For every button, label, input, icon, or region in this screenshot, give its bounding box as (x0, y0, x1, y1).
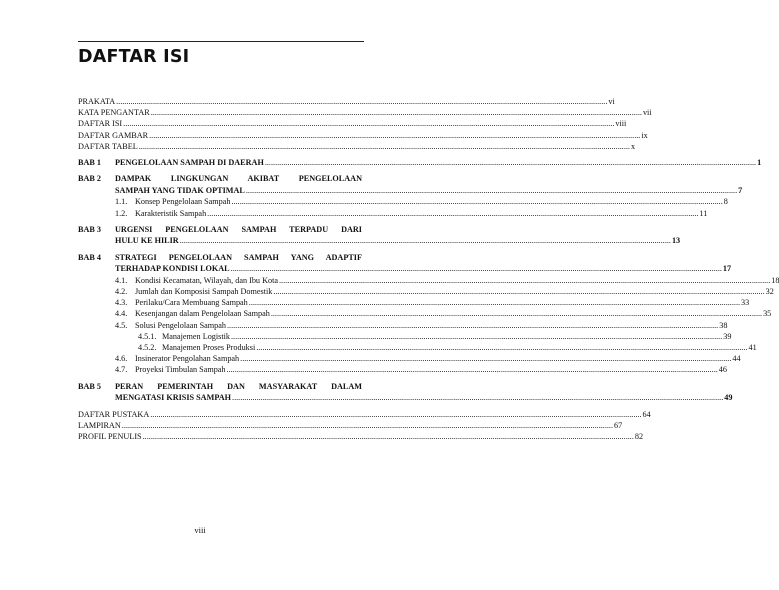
toc-entry-label: LAMPIRAN (78, 420, 121, 430)
dot-leader (232, 196, 723, 207)
section-number: 4.3. (115, 298, 128, 308)
toc-entry-daftar-pustaka[interactable] (78, 409, 651, 420)
toc-section-4-3[interactable] (78, 297, 750, 308)
toc-entry-page: vi (608, 97, 615, 106)
section-number: 1.2. (115, 208, 128, 218)
toc-section-4-1[interactable] (78, 275, 779, 286)
dot-leader (265, 157, 756, 169)
toc-subsection-4-5-1[interactable] (78, 331, 732, 342)
toc-entry-page: 82 (634, 431, 644, 441)
dot-leader (232, 392, 723, 404)
toc-chapter-1[interactable] (78, 157, 762, 169)
toc-chapter-3[interactable] (78, 224, 362, 236)
dot-leader (122, 420, 613, 431)
section-number: 4.5. (115, 320, 128, 330)
section-page: 44 (732, 354, 741, 364)
dot-leader (116, 96, 607, 107)
toc-entry-page: viii (615, 119, 627, 129)
section-page: 35 (763, 309, 772, 319)
subsection-label: Manajemen Logistik (162, 331, 230, 341)
subsection-label: Manajemen Proses Produksi (162, 342, 256, 352)
dot-leader (180, 235, 671, 247)
section-number: 4.7. (115, 365, 128, 375)
section-number: 4.1. (115, 275, 128, 285)
toc-entry-label: KATA PENGANTAR (78, 108, 150, 118)
dot-leader (256, 342, 747, 353)
chapter-page: 13 (671, 236, 681, 246)
toc-entry-label: PRAKATA (78, 97, 116, 106)
toc-entry-lampiran[interactable] (78, 420, 623, 431)
section-label: Insinerator Pengolahan Sampah (135, 354, 240, 364)
section-page: 38 (719, 320, 728, 330)
toc-entry-label: PROFIL PENULIS (78, 431, 142, 441)
toc-entry-page: 67 (614, 420, 623, 430)
toc-entry-page: x (630, 141, 636, 151)
chapter-number: BAB 3 (78, 224, 101, 234)
section-number: 1.1. (115, 197, 128, 207)
chapter-title-line-1: STRATEGI PENGELOLAAN SAMPAH YANG ADAPTIF (115, 252, 362, 262)
toc-entry-page: 64 (642, 409, 651, 419)
chapter-number: BAB 5 (78, 381, 101, 391)
chapter-number: BAB 2 (78, 174, 101, 184)
toc-entry-label: DAFTAR ISI (78, 119, 123, 129)
dot-leader (143, 431, 634, 442)
toc-entry-label: DAFTAR GAMBAR (78, 130, 149, 140)
dot-leader (123, 118, 614, 129)
chapter-title: PENGELOLAAN SAMPAH DI DAERAH (115, 157, 264, 167)
section-page: 46 (718, 365, 727, 375)
table-of-contents (78, 96, 779, 442)
dot-leader (246, 185, 737, 197)
toc-entry-daftar-gambar[interactable] (78, 130, 648, 141)
section-label: Jumlah dan Komposisi Sampah Domestik (135, 287, 273, 296)
page-number: viii (194, 525, 206, 535)
chapter-page: 17 (722, 264, 732, 274)
chapter-number: BAB 4 (78, 252, 101, 262)
toc-chapter-3-cont[interactable] (78, 235, 681, 247)
section-number: 4.6. (115, 354, 128, 364)
section-label: Kesenjangan dalam Pengelolaan Sampah (135, 309, 270, 319)
dot-leader (139, 141, 630, 152)
toc-chapter-4-cont[interactable] (78, 263, 732, 275)
chapter-title-line-2: HULU KE HILIR (115, 236, 179, 246)
chapter-title-line-1: URGENSI PENGELOLAAN SAMPAH TERPADU DARI (115, 224, 362, 234)
toc-chapter-4[interactable] (78, 252, 362, 264)
toc-chapter-2[interactable] (78, 173, 362, 185)
subsection-page: 41 (748, 342, 757, 352)
toc-section-1-1[interactable] (78, 196, 728, 207)
section-page: 11 (699, 208, 708, 218)
dot-leader (151, 107, 642, 118)
chapter-title-line-1: DAMPAK LINGKUNGAN AKIBAT PENGELOLAAN (115, 174, 362, 184)
section-label: Proyeksi Timbulan Sampah (135, 365, 226, 375)
toc-entry-label: DAFTAR PUSTAKA (78, 409, 150, 419)
toc-section-4-5[interactable] (78, 320, 728, 331)
chapter-title-line-2: SAMPAH YANG TIDAK OPTIMAL (115, 185, 245, 195)
chapter-title-line-2: TERHADAP KONDISI LOKAL (115, 264, 230, 274)
dot-leader (227, 364, 718, 375)
toc-chapter-5[interactable] (78, 381, 362, 393)
section-number: 4.4. (115, 309, 128, 319)
toc-entry-page: vii (642, 108, 652, 118)
dot-leader (149, 130, 640, 141)
toc-entry-profil-penulis[interactable] (78, 431, 644, 442)
dot-leader (150, 409, 641, 420)
toc-entry-kata-pengantar[interactable] (78, 107, 652, 118)
section-page: 32 (765, 287, 774, 296)
toc-subsection-4-5-2[interactable] (78, 342, 757, 353)
dot-leader (227, 320, 718, 331)
section-number: 4.2. (115, 287, 128, 296)
section-page: 18 (771, 275, 779, 285)
section-label: Solusi Pengelolaan Sampah (135, 320, 226, 330)
toc-section-4-6[interactable] (78, 353, 741, 364)
dot-leader (249, 297, 740, 308)
chapter-page: 1 (757, 157, 762, 167)
chapter-title-line-2: MENGATASI KRISIS SAMPAH (115, 393, 232, 402)
dot-leader (240, 353, 731, 364)
dot-leader (273, 286, 764, 297)
subsection-number: 4.5.2. (138, 342, 157, 352)
dot-leader (207, 208, 698, 219)
dot-leader (279, 275, 770, 286)
toc-chapter-2-cont[interactable] (78, 185, 743, 197)
chapter-page: 49 (724, 393, 733, 402)
toc-entry-page: ix (641, 130, 648, 140)
dot-leader (231, 331, 722, 342)
chapter-title-line-1: PERAN PEMERINTAH DAN MASYARAKAT DALAM (115, 381, 362, 391)
top-rule (78, 41, 364, 42)
section-page: 8 (723, 197, 728, 207)
toc-entry-label: DAFTAR TABEL (78, 141, 138, 151)
section-label: Perilaku/Cara Membuang Sampah (135, 298, 248, 308)
section-label: Karakteristik Sampah (135, 208, 207, 218)
dot-leader (271, 308, 762, 319)
toc-section-4-4[interactable] (78, 308, 772, 319)
subsection-page: 39 (723, 331, 732, 341)
toc-section-4-7[interactable] (78, 364, 727, 375)
section-label: Konsep Pengelolaan Sampah (135, 197, 231, 207)
section-page: 33 (741, 298, 750, 308)
chapter-page: 7 (738, 185, 743, 195)
toc-section-1-2[interactable] (78, 208, 708, 219)
toc-chapter-5-cont[interactable] (78, 392, 733, 404)
dot-leader (231, 263, 722, 275)
page-title: DAFTAR ISI (78, 47, 190, 67)
section-label: Kondisi Kecamatan, Wilayah, dan Ibu Kota (135, 275, 278, 285)
toc-entry-prakata[interactable] (78, 96, 615, 107)
toc-entry-daftar-tabel[interactable] (78, 141, 636, 152)
toc-section-4-2[interactable] (78, 286, 774, 297)
toc-entry-daftar-isi[interactable] (78, 118, 627, 129)
chapter-number: BAB 1 (78, 157, 101, 167)
subsection-number: 4.5.1. (138, 331, 157, 341)
